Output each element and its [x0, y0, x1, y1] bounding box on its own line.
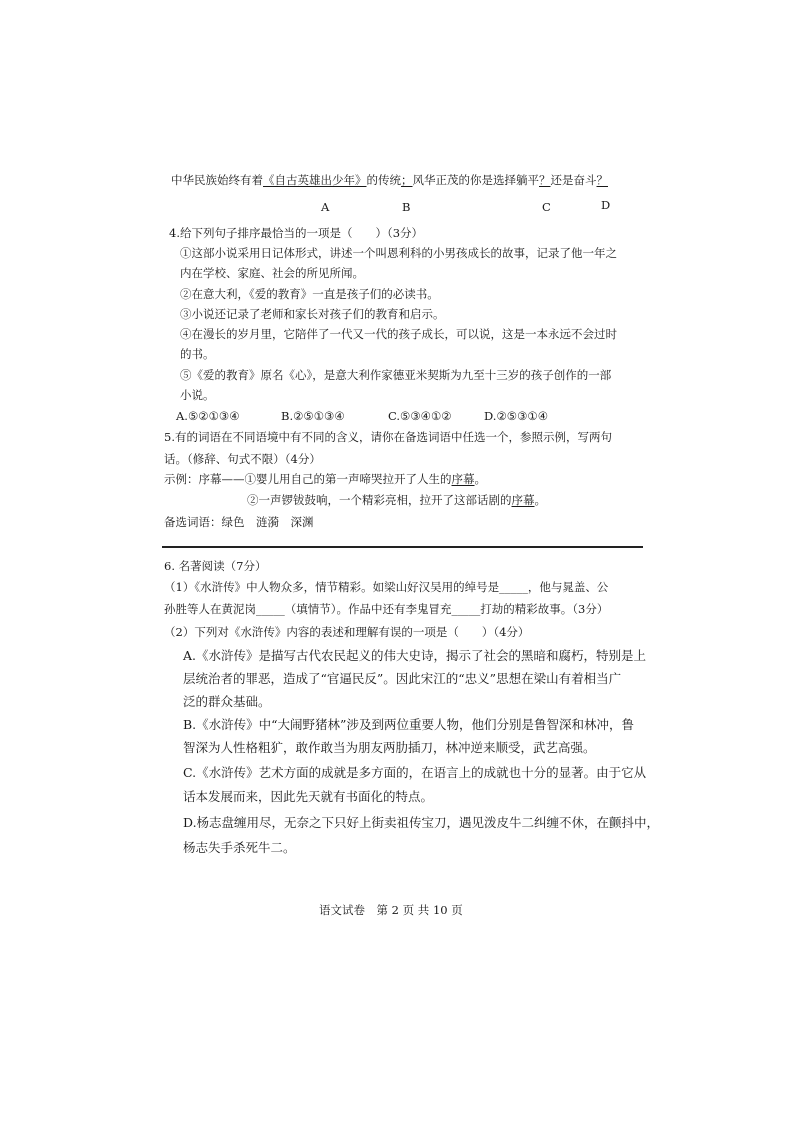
section-divider	[162, 546, 643, 548]
q5-example-2-text: ②一声锣钹鼓响，一个精彩亮相，拉开了这部话剧的	[247, 493, 512, 507]
q4-sentence-1a: ①这部小说采用日记体形式，讲述一个叫恩利科的小男孩成长的故事，记录了他一年之	[180, 246, 617, 260]
q6-part2-stem: （2）下列对《水浒传》内容的表述和理解有误的一项是（ ）（4分）	[164, 625, 530, 639]
q4-sentence-5b: 小说。	[180, 388, 215, 402]
q5-example-2-end: 。	[534, 493, 546, 507]
q3-label-b: B	[402, 200, 411, 214]
q6-part1-b: 孙胜等人在黄泥岗_____（填情节）。作品中还有李鬼冒充_____打劫的精彩故事。（3分）	[164, 602, 609, 616]
q5-example-1	[164, 474, 486, 486]
q4-sentence-4b: 的书。	[180, 347, 215, 361]
q3-prefix: 中华民族始终有着	[171, 173, 263, 187]
q5-example-1-end: 。	[474, 472, 486, 486]
q5-word-bank: 备选词语：绿色 涟漪 深渊	[164, 515, 314, 529]
q4-option-b: B.②⑤①③④	[281, 409, 345, 423]
q3-underlined-quote: 《自古英雄出少年》	[263, 173, 367, 187]
q6-option-b-line1: B.《水浒传》中“大闹野猪林”涉及到两位重要人物，他们分别是鲁智深和林冲，鲁	[183, 717, 634, 732]
q4-sentence-2: ②在意大利，《爱的教育》一直是孩子们的必读书。	[180, 287, 439, 301]
q6-option-a-line3: 泛的群众基础。	[183, 694, 271, 709]
q4-sentence-3: ③小说还记录了老师和家长对孩子们的教育和启示。	[180, 307, 445, 321]
q3-underlined-question-mark-2: ？	[596, 173, 608, 187]
q5-stem-b: 话。（修辞、句式不限）（4分）	[164, 452, 321, 466]
q6-option-b-line2: 智深为人性格粗犷，敢作敢当为朋友两肋插刀，林冲逆来顺受，武艺高强。	[183, 740, 596, 755]
q5-example-2	[247, 495, 546, 507]
q3-underlined-question-mark-1: ？	[539, 173, 551, 187]
q3-rest: 风华正茂的你是选择躺平	[412, 173, 539, 187]
q4-option-c: C.⑤③④①②	[388, 409, 452, 423]
q5-example-1-text: ①婴儿用自己的第一声啼哭拉开了人生的	[244, 472, 452, 486]
q3-sentence	[171, 175, 608, 187]
q6-option-d-line2: 杨志失手杀死牛二。	[183, 840, 296, 855]
q5-stem-a: 5.有的词语在不同语境中有不同的含义，请你在备选词语中任选一个，参照示例，写两句	[164, 430, 612, 444]
q4-sentence-1b: 内在学校、家庭、社会的所见所闻。	[180, 266, 364, 280]
q3-also: 还是奋斗	[550, 173, 597, 187]
q6-option-d-line1: D.杨志盘缠用尽，无奈之下只好上街卖祖传宝刀，遇见泼皮牛二纠缠不休，在颤抖中，	[183, 815, 660, 830]
q3-label-a: A	[321, 200, 330, 214]
q6-part1-a: （1）《水浒传》中人物众多，情节精彩。如梁山好汉吴用的绰号是_____，他与晁盖、公	[164, 580, 609, 594]
q4-stem: 4.给下列句子排序最恰当的一项是（ ）（3分）	[169, 226, 424, 240]
q4-sentence-5a: ⑤《爱的教育》原名《心》，是意大利作家德亚米契斯为九至十三岁的孩子创作的一部	[180, 368, 612, 382]
q5-example-1-keyword: 序幕	[451, 472, 475, 486]
q6-title: 6. 名著阅读（7分）	[164, 559, 267, 573]
q3-underlined-semicolon: ；	[401, 173, 413, 187]
q5-example-2-keyword: 序幕	[511, 493, 535, 507]
q6-option-a-line2: 层统治者的罪恶，造成了“官逼民反”。因此宋江的“忠义”思想在梁山有着相当广	[183, 671, 622, 686]
q6-option-a-line1: A.《水浒传》是描写古代农民起义的伟大史诗，揭示了社会的黑暗和腐朽，特别是上	[183, 648, 647, 663]
q3-label-d: D	[601, 198, 611, 212]
q3-mid: 的传统	[366, 173, 401, 187]
q5-example-label: 示例：序幕——	[164, 472, 245, 486]
q4-option-d: D.②⑤③①④	[484, 409, 549, 423]
q4-option-a: A.⑤②①③④	[176, 409, 240, 423]
q6-option-c-line1: C.《水浒传》艺术方面的成就是多方面的，在语言上的成就也十分的显著。由于它从	[183, 765, 647, 780]
q3-label-c: C	[542, 200, 551, 214]
page-footer: 语文试卷 第 2 页 共 10 页	[319, 903, 463, 917]
q6-option-c-line2: 话本发展而来，因此先天就有书面化的特点。	[183, 789, 434, 804]
q4-sentence-4a: ④在漫长的岁月里，它陪伴了一代又一代的孩子成长，可以说，这是一本永远不会过时	[180, 327, 617, 341]
